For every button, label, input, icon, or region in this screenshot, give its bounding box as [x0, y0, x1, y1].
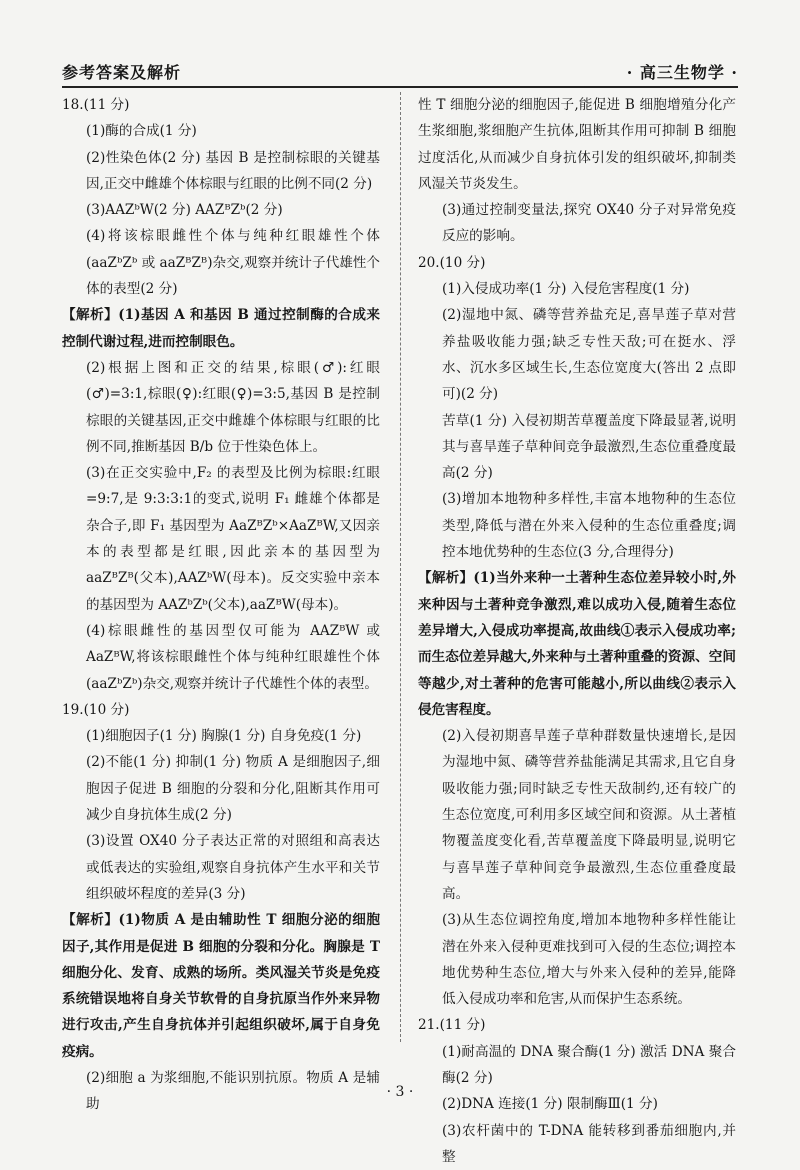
header-subject: · 高三生物学 ·	[626, 63, 738, 82]
analysis-paragraph: (3)从生态位调控角度,增加本地物种多样性能让潜在外来入侵种更难找到可入侵的生态位;调控本地优势种生态位,增大与外来入侵种的差异,能降低入侵成功率和危害,从而保护生态系统。	[442, 912, 736, 1008]
header-title: 参考答案及解析	[62, 63, 182, 82]
analysis-paragraph: (2)入侵初期喜旱莲子草种群数量快速增长,是因为湿地中氮、磷等营养盐能满足其需求,且它自身吸收能力强;同时缺乏专性天敌制约,还有较广的生态位宽度,可利用多区域空间和资源。从土著植物覆盖度变化看,苦草覆盖度下降最明显,说明它与喜旱莲子草种间竞争最激烈,生态位重叠度最高。	[442, 728, 736, 902]
question-heading: 19.(10 分)	[62, 701, 130, 718]
answer-line: (4)将该棕眼雌性个体与纯种红眼雄性个体(aaZᵇZᵇ 或 aaZᴮZᴮ)杂交,观察并统计子代雄性个体的表型(2 分)	[86, 228, 380, 298]
analysis-paragraph: 【解析】(1)基因 A 和基因 B 通过控制酶的合成来控制代谢过程,进而控制眼色。	[62, 307, 380, 350]
question-heading: 20.(10 分)	[418, 254, 486, 271]
analysis-paragraph: (2)根据上图和正交的结果,棕眼(♂):红眼(♂)=3:1,棕眼(♀):红眼(♀)=3:5,基因 B 是控制棕眼的关键基因,正交中雌雄个体棕眼与红眼的比例不同,推断基因 B/b 位于性染色体上。	[86, 359, 380, 455]
analysis-paragraph: (2)细胞 a 为浆细胞,不能识别抗原。物质 A 是辅助	[86, 1069, 380, 1113]
question-heading: 21.(11 分)	[418, 1017, 486, 1034]
right-column	[418, 92, 736, 1170]
answer-line: (3)设置 OX40 分子表达正常的对照组和高表达或低表达的实验组,观察自身抗体产生水平和关节组织破坏程度的差异(3 分)	[86, 833, 380, 902]
answer-line: (2)湿地中氮、磷等营养盐充足,喜旱莲子草对营养盐吸收能力强;缺乏专性天敌;可在挺水、浮水、沉水多区域生长,生态位宽度大(答出 2 点即可)(2 分)	[442, 307, 736, 403]
answer-line: (3)增加本地物种多样性,丰富本地物种的生态位类型,降低与潜在外来入侵种的生态位重叠度;调控本地优势种的生态位(3 分,合理得分)	[442, 491, 736, 561]
answer-line: (1)酶的合成(1 分)	[86, 123, 197, 140]
page-number: · 3 ·	[386, 1084, 414, 1100]
answer-line: (2)DNA 连接(1 分) 限制酶Ⅲ(1 分)	[442, 1096, 658, 1113]
analysis-paragraph: (3)通过控制变量法,探究 OX40 分子对异常免疫反应的影响。	[442, 202, 736, 245]
answer-line: 苦草(1 分) 入侵初期苦草覆盖度下降最显著,说明其与喜旱莲子草种间竞争最激烈,生态位重叠度最高(2 分)	[442, 412, 736, 482]
left-column	[62, 92, 380, 1118]
page-header	[62, 60, 738, 88]
analysis-paragraph: 【解析】(1)物质 A 是由辅助性 T 细胞分泌的细胞因子,其作用是促进 B 细胞的分裂和分化。胸腺是 T 细胞分化、发育、成熟的场所。类风湿关节炎是免疫系统错误地将自身关节软骨的自身抗原当作外来异物进行攻击,产生自身抗体并引起组织破坏,属于自身免疫病。	[62, 912, 380, 1060]
answer-line: (1)入侵成功率(1 分) 入侵危害程度(1 分)	[442, 281, 690, 298]
column-divider	[400, 92, 401, 1042]
analysis-paragraph: 性 T 细胞分泌的细胞因子,能促进 B 细胞增殖分化产生浆细胞,浆细胞产生抗体,阻断其作用可抑制 B 细胞过度活化,从而减少自身抗体引发的组织破坏,抑制类风湿关节炎发生。	[418, 97, 736, 192]
question-heading: 18.(11 分)	[62, 97, 130, 113]
analysis-paragraph: (4)棕眼雌性的基因型仅可能为 AAZᴮW 或 AaZᴮW,将该棕眼雌性个体与纯种红眼雄性个体(aaZᵇZᵇ)杂交,观察并统计子代雄性个体的表型。	[86, 622, 380, 692]
answer-line: (1)细胞因子(1 分) 胸腺(1 分) 自身免疫(1 分)	[86, 728, 362, 745]
analysis-paragraph: (3)在正交实验中,F₂ 的表型及比例为棕眼:红眼=9:7,是 9:3:3:1的变式,说明 F₁ 雌雄个体都是杂合子,即 F₁ 基因型为 AaZᴮZᵇ×AaZᴮW,又因亲本的表型都是红眼,因此亲本的基因型为 aaZᴮZᴮ(父本),AAZᵇW(母本)。反交实验中亲本的基因型为 AAZᵇZᵇ(父本),aaZᴮW(母本)。	[86, 465, 380, 613]
analysis-paragraph: 【解析】(1)当外来种一土著种生态位差异较小时,外来种因与土著种竞争激烈,难以成功入侵,随着生态位差异增大,入侵成功率提高,故曲线①表示入侵成功率;而生态位差异越大,外来种与土著种重叠的资源、空间等越少,对土著种的危害可能越小,所以曲线②表示入侵危害程度。	[418, 570, 736, 718]
answer-line: (3)农杆菌中的 T-DNA 能转移到番茄细胞内,并整	[442, 1122, 736, 1165]
answer-line: (3)AAZᵇW(2 分) AAZᴮZᵇ(2 分)	[86, 202, 283, 219]
answer-line: (2)不能(1 分) 抑制(1 分) 物质 A 是细胞因子,细胞因子促进 B 细胞的分裂和分化,阻断其作用可减少自身抗体生成(2 分)	[86, 754, 380, 824]
answer-line: (2)性染色体(2 分) 基因 B 是控制棕眼的关键基因,正交中雌雄个体棕眼与红眼的比例不同(2 分)	[86, 149, 380, 192]
answer-line: (1)耐高温的 DNA 聚合酶(1 分) 激活 DNA 聚合酶(2 分)	[442, 1043, 736, 1086]
